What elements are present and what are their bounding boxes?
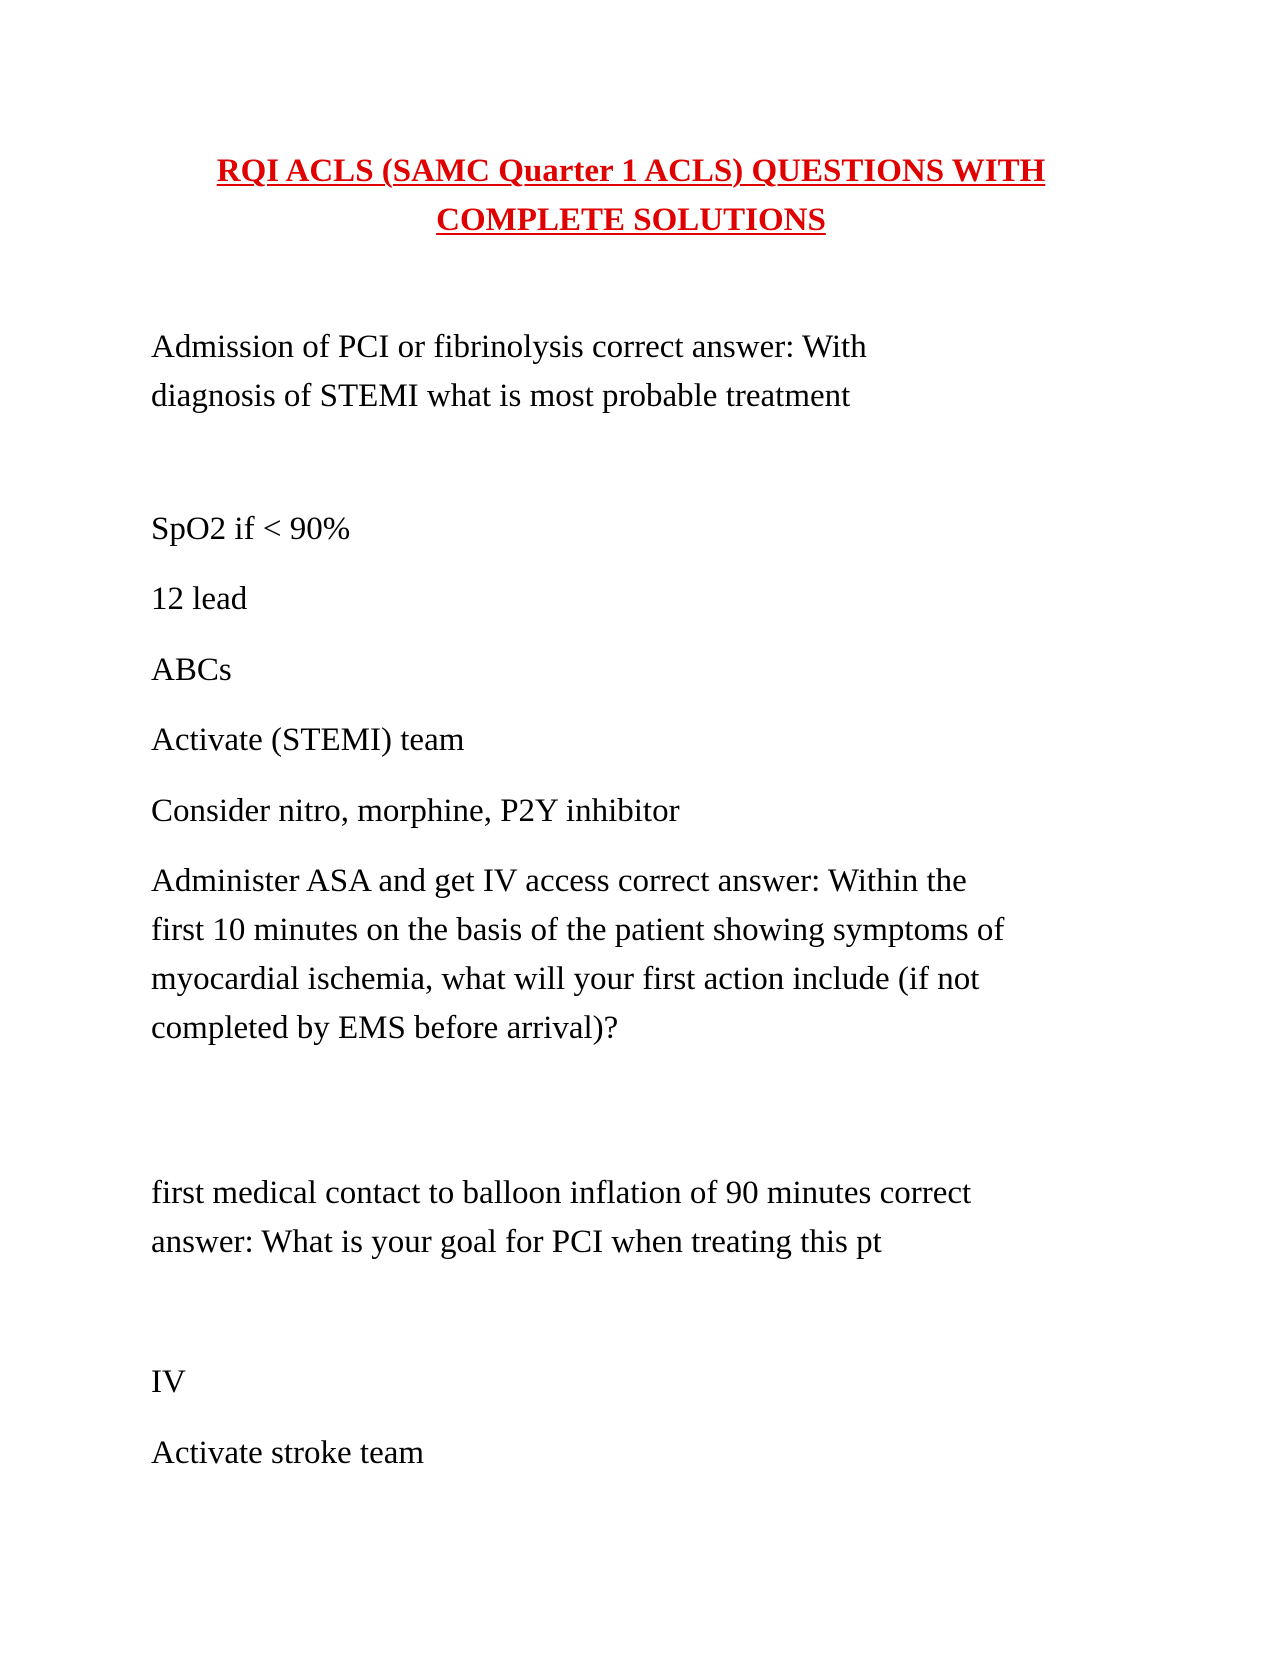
list-line <box>151 575 1131 624</box>
paragraph-line: Administer ASA and get IV access correct answer: Within the <box>151 863 967 899</box>
qa-paragraph <box>151 857 1131 1053</box>
document-title <box>143 147 1119 245</box>
qa-paragraph <box>151 1169 1131 1267</box>
list-line <box>151 1358 1131 1407</box>
paragraph-line: first medical contact to balloon inflation of 90 minutes correct <box>151 1175 972 1211</box>
qa-paragraph <box>151 323 1131 421</box>
list-line <box>151 716 1131 765</box>
title-line: RQI ACLS (SAMC Quarter 1 ACLS) QUESTIONS WITH <box>216 153 1046 189</box>
paragraph-line: Activate stroke team <box>151 1435 425 1471</box>
paragraph-line: diagnosis of STEMI what is most probable treatment <box>151 378 851 414</box>
paragraph-line: first 10 minutes on the basis of the patient showing symptoms of <box>151 912 1005 948</box>
list-line <box>151 646 1131 695</box>
title-line: COMPLETE SOLUTIONS <box>436 202 826 238</box>
paragraph-line: Activate (STEMI) team <box>151 722 465 758</box>
list-line <box>151 1429 1131 1478</box>
paragraph-line: SpO2 if < 90% <box>151 511 351 547</box>
paragraph-line: Admission of PCI or fibrinolysis correct answer: With <box>151 329 867 365</box>
paragraph-line: answer: What is your goal for PCI when treating this pt <box>151 1224 882 1260</box>
list-line <box>151 505 1131 554</box>
list-line <box>151 787 1131 836</box>
paragraph-line: myocardial ischemia, what will your first action include (if not <box>151 961 980 997</box>
paragraph-line: Consider nitro, morphine, P2Y inhibitor <box>151 793 680 829</box>
paragraph-line: ABCs <box>151 652 232 688</box>
paragraph-line: 12 lead <box>151 581 248 617</box>
paragraph-line: completed by EMS before arrival)? <box>151 1010 619 1046</box>
paragraph-line: IV <box>151 1364 186 1400</box>
